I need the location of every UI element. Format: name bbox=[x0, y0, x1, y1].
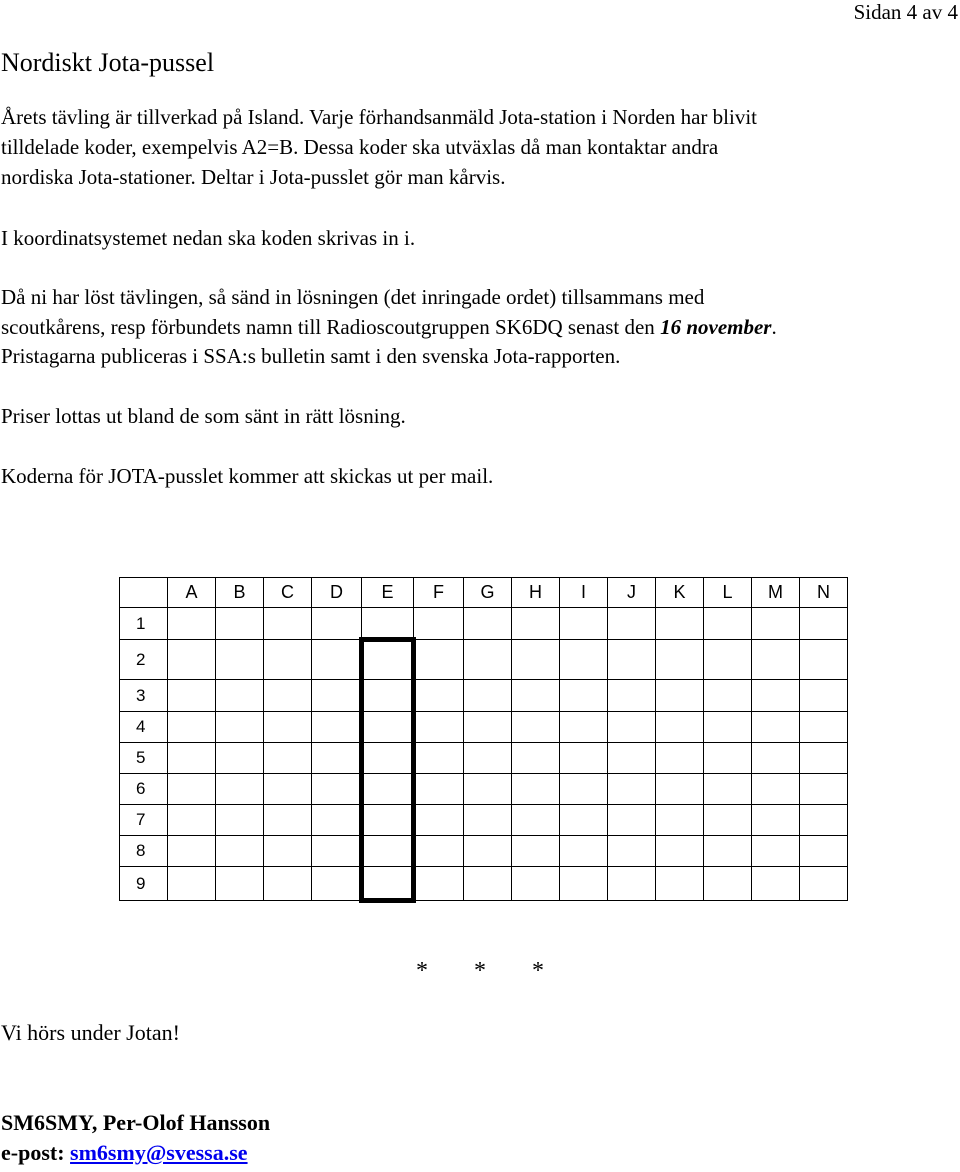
grid-cell[interactable] bbox=[512, 680, 560, 712]
grid-cell[interactable] bbox=[414, 743, 464, 774]
grid-column-header: C bbox=[264, 578, 312, 608]
page-title: Nordiskt Jota-pussel bbox=[1, 48, 215, 77]
grid-corner-cell bbox=[120, 578, 168, 608]
grid-cell[interactable] bbox=[216, 836, 264, 867]
grid-cell[interactable] bbox=[464, 805, 512, 836]
grid-column-header: H bbox=[512, 578, 560, 608]
grid-cell[interactable] bbox=[752, 743, 800, 774]
grid-column-header: B bbox=[216, 578, 264, 608]
submission-line-1: Då ni har löst tävlingen, så sänd in lösningen (det inringade ordet) tillsammans med bbox=[1, 285, 705, 309]
grid-cell[interactable] bbox=[560, 867, 608, 901]
grid-cell[interactable] bbox=[216, 774, 264, 805]
grid-cell[interactable] bbox=[752, 867, 800, 901]
grid-cell[interactable] bbox=[704, 712, 752, 743]
grid-cell[interactable] bbox=[608, 712, 656, 743]
grid-cell[interactable] bbox=[512, 836, 560, 867]
grid-cell[interactable] bbox=[464, 774, 512, 805]
grid-row-header: 7 bbox=[120, 805, 168, 836]
grid-cell[interactable] bbox=[800, 680, 848, 712]
grid-cell[interactable] bbox=[608, 640, 656, 680]
grid-cell[interactable] bbox=[560, 640, 608, 680]
grid-cell[interactable] bbox=[560, 743, 608, 774]
grid-cell[interactable] bbox=[608, 774, 656, 805]
grid-cell[interactable] bbox=[414, 680, 464, 712]
grid-cell[interactable] bbox=[608, 743, 656, 774]
solution-cell[interactable] bbox=[362, 805, 414, 836]
grid-cell[interactable] bbox=[608, 608, 656, 640]
grid-cell[interactable] bbox=[608, 805, 656, 836]
grid-column-header: J bbox=[608, 578, 656, 608]
submission-line-2 bbox=[1, 313, 777, 343]
grid-cell[interactable] bbox=[512, 774, 560, 805]
grid-cell[interactable] bbox=[216, 712, 264, 743]
grid-cell[interactable] bbox=[464, 608, 512, 640]
grid-cell[interactable] bbox=[656, 805, 704, 836]
grid-cell[interactable] bbox=[656, 774, 704, 805]
grid-cell[interactable] bbox=[312, 867, 362, 901]
grid-row bbox=[120, 867, 848, 901]
grid-row bbox=[120, 805, 848, 836]
grid-cell[interactable] bbox=[800, 743, 848, 774]
grid-column-header: M bbox=[752, 578, 800, 608]
grid-cell[interactable] bbox=[656, 743, 704, 774]
sign-off: Vi hörs under Jotan! bbox=[1, 1020, 180, 1045]
grid-cell[interactable] bbox=[312, 608, 362, 640]
grid-cell[interactable] bbox=[264, 836, 312, 867]
grid-cell[interactable] bbox=[414, 836, 464, 867]
grid-row bbox=[120, 712, 848, 743]
grid-row-header: 9 bbox=[120, 867, 168, 901]
grid-row bbox=[120, 608, 848, 640]
grid-row-header: 4 bbox=[120, 712, 168, 743]
grid-row bbox=[120, 680, 848, 712]
grid-cell[interactable] bbox=[560, 712, 608, 743]
grid-cell[interactable] bbox=[752, 805, 800, 836]
grid-cell[interactable] bbox=[168, 836, 216, 867]
prize-paragraph: Priser lottas ut bland de som sänt in rätt lösning. bbox=[1, 404, 406, 428]
grid-cell[interactable] bbox=[464, 867, 512, 901]
grid-cell[interactable] bbox=[414, 712, 464, 743]
grid-row-header: 8 bbox=[120, 836, 168, 867]
grid-row bbox=[120, 640, 848, 680]
grid-cell[interactable] bbox=[264, 867, 312, 901]
grid-cell[interactable] bbox=[216, 680, 264, 712]
grid-cell[interactable] bbox=[464, 680, 512, 712]
star-3: * bbox=[532, 958, 544, 984]
grid-cell[interactable] bbox=[216, 867, 264, 901]
grid-row bbox=[120, 774, 848, 805]
grid-cell[interactable] bbox=[168, 805, 216, 836]
grid-cell[interactable] bbox=[800, 774, 848, 805]
page-number: Sidan 4 av 4 bbox=[853, 0, 958, 24]
grid-column-header: I bbox=[560, 578, 608, 608]
grid-table bbox=[119, 577, 848, 903]
grid-cell[interactable] bbox=[168, 640, 216, 680]
grid-cell[interactable] bbox=[704, 867, 752, 901]
grid-cell[interactable] bbox=[704, 836, 752, 867]
grid-cell[interactable] bbox=[512, 805, 560, 836]
author-name: SM6SMY, Per-Olof Hansson bbox=[1, 1110, 271, 1135]
email-label: e-post: bbox=[1, 1140, 71, 1165]
coordinate-grid bbox=[119, 577, 848, 903]
grid-cell[interactable] bbox=[312, 680, 362, 712]
grid-cell[interactable] bbox=[264, 640, 312, 680]
grid-cell[interactable] bbox=[414, 774, 464, 805]
grid-cell[interactable] bbox=[464, 743, 512, 774]
grid-cell[interactable] bbox=[704, 743, 752, 774]
star-2: * bbox=[474, 958, 486, 984]
grid-column-header: K bbox=[656, 578, 704, 608]
grid-cell[interactable] bbox=[608, 680, 656, 712]
solution-cell[interactable] bbox=[362, 836, 414, 867]
grid-cell[interactable] bbox=[512, 867, 560, 901]
grid-cell[interactable] bbox=[464, 836, 512, 867]
grid-cell[interactable] bbox=[312, 805, 362, 836]
grid-cell[interactable] bbox=[656, 712, 704, 743]
grid-row-header: 2 bbox=[120, 640, 168, 680]
grid-cell[interactable] bbox=[704, 608, 752, 640]
grid-row-header: 3 bbox=[120, 680, 168, 712]
grid-row-header: 5 bbox=[120, 743, 168, 774]
grid-cell[interactable] bbox=[512, 743, 560, 774]
solution-cell[interactable] bbox=[362, 867, 414, 901]
solution-cell[interactable] bbox=[362, 743, 414, 774]
submission-text: scoutkårens, resp förbundets namn till Radioscoutgruppen SK6DQ senast den bbox=[1, 315, 661, 339]
submission-period: . bbox=[771, 315, 777, 339]
grid-cell[interactable] bbox=[312, 743, 362, 774]
grid-cell[interactable] bbox=[560, 680, 608, 712]
grid-cell[interactable] bbox=[752, 608, 800, 640]
submission-line-3: Pristagarna publiceras i SSA:s bulletin samt i den svenska Jota-rapporten. bbox=[1, 344, 621, 368]
grid-header-row bbox=[120, 578, 848, 608]
grid-cell[interactable] bbox=[704, 680, 752, 712]
grid-column-header: D bbox=[312, 578, 362, 608]
grid-cell[interactable] bbox=[264, 680, 312, 712]
grid-cell[interactable] bbox=[414, 867, 464, 901]
email-line bbox=[1, 1140, 248, 1166]
grid-cell[interactable] bbox=[800, 836, 848, 867]
grid-column-header: G bbox=[464, 578, 512, 608]
grid-cell[interactable] bbox=[560, 608, 608, 640]
grid-cell[interactable] bbox=[216, 640, 264, 680]
grid-cell[interactable] bbox=[608, 867, 656, 901]
grid-cell[interactable] bbox=[608, 836, 656, 867]
grid-cell[interactable] bbox=[264, 712, 312, 743]
grid-column-header: A bbox=[168, 578, 216, 608]
grid-cell[interactable] bbox=[704, 640, 752, 680]
grid-cell[interactable] bbox=[800, 640, 848, 680]
grid-cell[interactable] bbox=[752, 680, 800, 712]
grid-row-header: 6 bbox=[120, 774, 168, 805]
grid-cell[interactable] bbox=[704, 774, 752, 805]
grid-cell[interactable] bbox=[560, 805, 608, 836]
grid-cell[interactable] bbox=[656, 680, 704, 712]
intro-line-3: nordiska Jota-stationer. Deltar i Jota-pusslet gör man kårvis. bbox=[1, 165, 506, 189]
grid-row-header: 1 bbox=[120, 608, 168, 640]
grid-cell[interactable] bbox=[800, 608, 848, 640]
grid-cell[interactable] bbox=[414, 640, 464, 680]
grid-cell[interactable] bbox=[752, 712, 800, 743]
separator-stars bbox=[416, 958, 590, 985]
solution-cell[interactable] bbox=[362, 680, 414, 712]
grid-cell[interactable] bbox=[168, 680, 216, 712]
grid-column-header: L bbox=[704, 578, 752, 608]
grid-column-header: N bbox=[800, 578, 848, 608]
grid-cell[interactable] bbox=[800, 867, 848, 901]
grid-row bbox=[120, 743, 848, 774]
grid-cell[interactable] bbox=[312, 712, 362, 743]
grid-cell[interactable] bbox=[800, 805, 848, 836]
grid-cell[interactable] bbox=[512, 712, 560, 743]
grid-row bbox=[120, 836, 848, 867]
email-link[interactable]: sm6smy@svessa.se bbox=[70, 1140, 248, 1165]
solution-cell[interactable] bbox=[362, 640, 414, 680]
grid-cell[interactable] bbox=[216, 743, 264, 774]
deadline-date: 16 november bbox=[660, 315, 772, 339]
grid-cell[interactable] bbox=[656, 640, 704, 680]
grid-cell[interactable] bbox=[216, 608, 264, 640]
grid-column-header: F bbox=[414, 578, 464, 608]
grid-cell[interactable] bbox=[312, 836, 362, 867]
solution-cell[interactable] bbox=[362, 774, 414, 805]
grid-cell[interactable] bbox=[512, 608, 560, 640]
grid-cell[interactable] bbox=[414, 805, 464, 836]
grid-cell[interactable] bbox=[264, 805, 312, 836]
grid-cell[interactable] bbox=[752, 774, 800, 805]
grid-column-header: E bbox=[362, 578, 414, 608]
grid-cell[interactable] bbox=[464, 640, 512, 680]
grid-cell[interactable] bbox=[464, 712, 512, 743]
grid-cell[interactable] bbox=[264, 608, 312, 640]
grid-cell[interactable] bbox=[168, 867, 216, 901]
star-1: * bbox=[416, 958, 428, 984]
grid-cell[interactable] bbox=[168, 608, 216, 640]
intro-line-1: Årets tävling är tillverkad på Island. Varje förhandsanmäld Jota-station i Norden har blivit bbox=[1, 105, 757, 129]
grid-cell[interactable] bbox=[704, 805, 752, 836]
grid-cell[interactable] bbox=[560, 774, 608, 805]
grid-cell[interactable] bbox=[656, 608, 704, 640]
solution-cell[interactable] bbox=[362, 712, 414, 743]
grid-cell[interactable] bbox=[752, 836, 800, 867]
grid-cell[interactable] bbox=[168, 774, 216, 805]
grid-cell[interactable] bbox=[216, 805, 264, 836]
grid-cell[interactable] bbox=[264, 774, 312, 805]
grid-cell[interactable] bbox=[264, 743, 312, 774]
grid-cell[interactable] bbox=[512, 640, 560, 680]
grid-cell[interactable] bbox=[312, 774, 362, 805]
grid-cell[interactable] bbox=[560, 836, 608, 867]
grid-cell[interactable] bbox=[168, 743, 216, 774]
instruction-paragraph: I koordinatsystemet nedan ska koden skrivas in i. bbox=[1, 226, 416, 250]
grid-cell[interactable] bbox=[414, 608, 464, 640]
grid-cell[interactable] bbox=[168, 712, 216, 743]
grid-cell[interactable] bbox=[752, 640, 800, 680]
grid-cell[interactable] bbox=[656, 836, 704, 867]
grid-cell[interactable] bbox=[362, 608, 414, 640]
grid-cell[interactable] bbox=[312, 640, 362, 680]
codes-paragraph: Koderna för JOTA-pusslet kommer att skickas ut per mail. bbox=[1, 464, 494, 488]
grid-cell[interactable] bbox=[800, 712, 848, 743]
intro-line-2: tilldelade koder, exempelvis A2=B. Dessa koder ska utväxlas då man kontaktar andra bbox=[1, 135, 719, 159]
grid-cell[interactable] bbox=[656, 867, 704, 901]
